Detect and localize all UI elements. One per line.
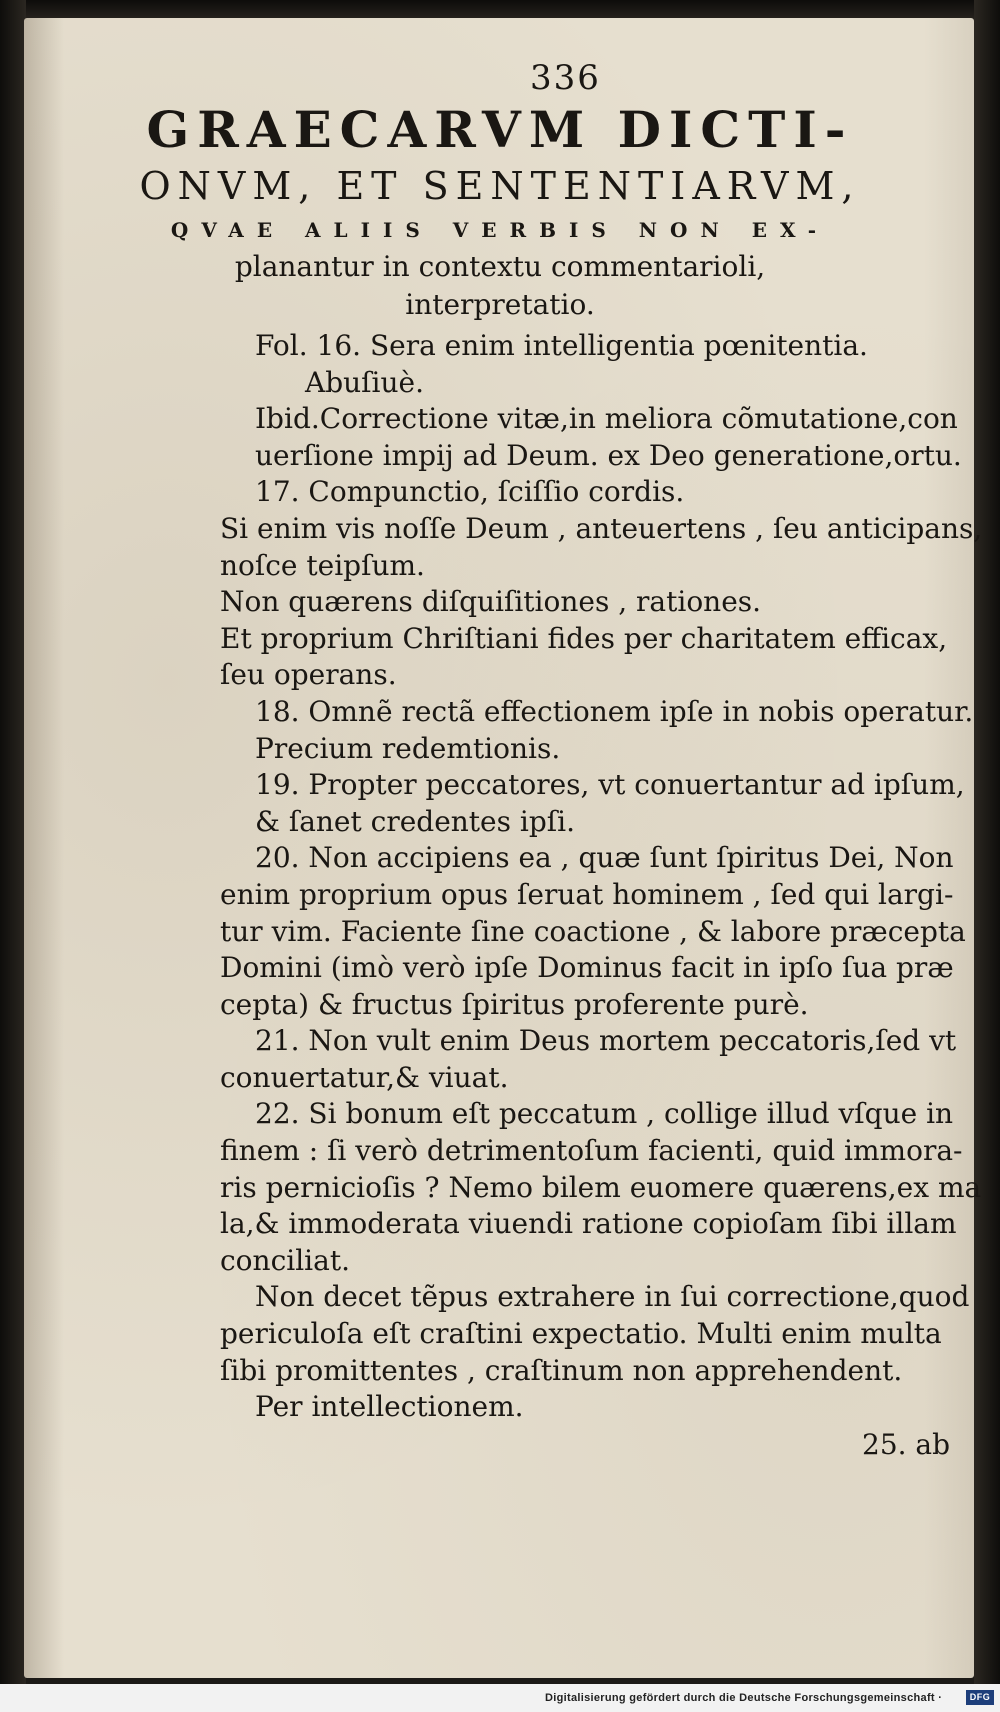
footer-credit: Digitalisierung gefördert durch die Deutsche Forschungsgemeinschaft · bbox=[545, 1692, 943, 1704]
text-line: 21. Non vult enim Deus mortem peccatoris,ſed vt bbox=[255, 1024, 957, 1058]
text-line: 19. Propter peccatores, vt conuertantur ad ipſum, bbox=[255, 768, 965, 802]
text-line: Precium redemtionis. bbox=[255, 731, 561, 765]
title-line-4: planantur in contextu commentarioli, bbox=[234, 250, 766, 283]
page-title bbox=[0, 100, 1000, 324]
text-line: Abuſiuè. bbox=[305, 365, 424, 399]
text-line: ris pernicioſis ? Nemo bilem euomere quærens,ex ma bbox=[220, 1170, 982, 1204]
text-line: 20. Non accipiens ea , quæ ſunt ſpiritus Dei, Non bbox=[255, 841, 954, 875]
text-line: ſibi promittentes , craſtinum non apprehendent. bbox=[220, 1353, 903, 1387]
page-number: 336 bbox=[530, 58, 601, 98]
dfg-logo: DFG bbox=[966, 1690, 994, 1705]
text-line: conuertatur,& viuat. bbox=[220, 1060, 509, 1094]
text-line: Si enim vis noſſe Deum , anteuertens , ſeu anticipans, bbox=[220, 511, 983, 545]
catchword: 25. ab bbox=[862, 1428, 951, 1461]
text-line: Et proprium Chriſtiani fides per charitatem efficax, bbox=[220, 621, 948, 655]
text-line: enim proprium opus ſeruat hominem , ſed qui largi- bbox=[220, 877, 954, 911]
text-line: ſeu operans. bbox=[220, 658, 397, 692]
title-line-2: ONVM, ET SENTENTIARVM, bbox=[139, 164, 861, 208]
text-line: cepta) & fructus ſpiritus proferente purè. bbox=[220, 987, 809, 1021]
text-line: Non quærens diſquiſitiones , rationes. bbox=[220, 585, 762, 619]
text-line: Fol. 16. Sera enim intelligentia pœnitentia. bbox=[255, 329, 868, 362]
text-line: noſce teipſum. bbox=[220, 548, 425, 582]
text-line: conciliat. bbox=[220, 1243, 350, 1277]
text-line: Domini (imò verò ipſe Dominus facit in ipſo ſua præ bbox=[220, 951, 954, 985]
text-line: 17. Compunctio, ſciſſio cordis. bbox=[255, 475, 685, 509]
text-line: finem : ſi verò detrimentoſum facienti, quid immora- bbox=[220, 1134, 963, 1168]
text-line: tur vim. Faciente ſine coactione , & labore præcepta bbox=[220, 914, 966, 948]
text-line: & ſanet credentes ipſi. bbox=[255, 804, 575, 838]
title-line-3: QVAE ALIIS VERBIS NON EX- bbox=[170, 218, 830, 242]
digitization-footer bbox=[0, 1684, 1000, 1712]
text-line: Ibid.Correctione vitæ,in meliora cõmutatione,con bbox=[255, 402, 958, 436]
text-line: periculoſa eſt craſtini expectatio. Multi enim multa bbox=[220, 1317, 942, 1351]
text-line: 18. Omnẽ rectã effectionem ipſe in nobis operatur. bbox=[255, 694, 974, 728]
text-line: Non decet tẽpus extrahere in ſui correctione,quod bbox=[255, 1280, 970, 1314]
text-line: Per intellectionem. bbox=[255, 1390, 524, 1424]
title-line-5: interpretatio. bbox=[405, 288, 595, 321]
text-line: 22. Si bonum eſt peccatum , collige illud vſque in bbox=[255, 1097, 954, 1131]
title-line-1: GRAECARVM DICTI- bbox=[146, 100, 854, 159]
text-line: uerſione impij ad Deum. ex Deo generatione,ortu. bbox=[255, 438, 962, 472]
text-line: la,& immoderata viuendi ratione copioſam ſibi illam bbox=[220, 1207, 957, 1241]
body-text bbox=[0, 328, 1000, 1426]
